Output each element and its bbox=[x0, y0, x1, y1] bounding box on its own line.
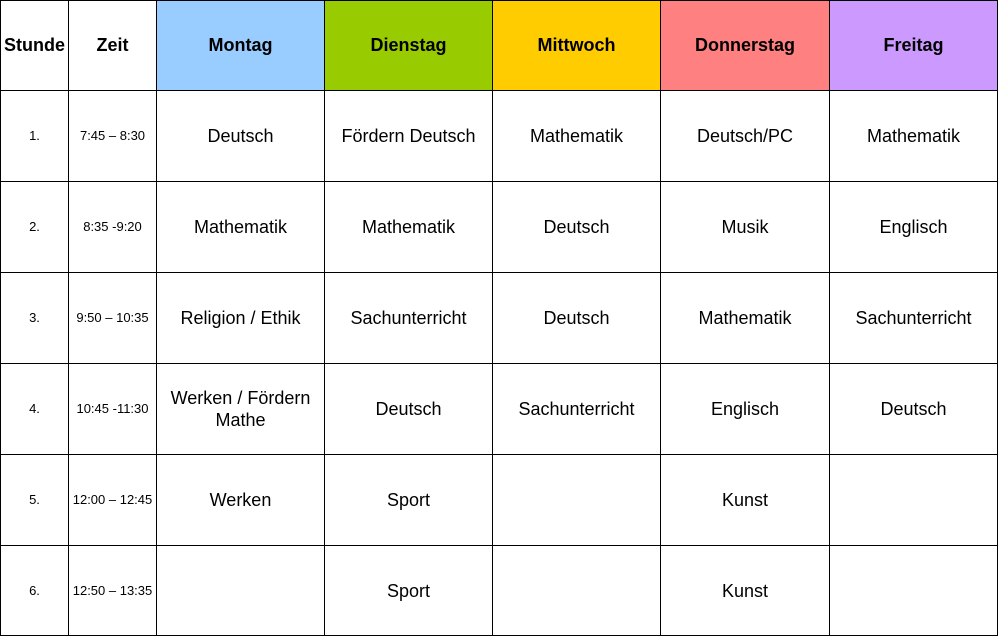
period-time: 10:45 -11:30 bbox=[69, 364, 157, 455]
period-number: 6. bbox=[1, 546, 69, 636]
header-day-dienstag: Dienstag bbox=[325, 1, 493, 91]
subject-cell: Sachunterricht bbox=[830, 273, 998, 364]
subject-cell bbox=[493, 546, 661, 636]
period-time: 8:35 -9:20 bbox=[69, 182, 157, 273]
header-day-mittwoch: Mittwoch bbox=[493, 1, 661, 91]
subject-cell: Sport bbox=[325, 546, 493, 636]
subject-cell: Sport bbox=[325, 455, 493, 546]
subject-cell bbox=[157, 546, 325, 636]
table-row bbox=[1, 546, 998, 636]
subject-cell: Englisch bbox=[830, 182, 998, 273]
subject-cell: Deutsch bbox=[493, 273, 661, 364]
subject-cell: Mathematik bbox=[325, 182, 493, 273]
header-day-donnerstag: Donnerstag bbox=[661, 1, 830, 91]
period-time: 7:45 – 8:30 bbox=[69, 91, 157, 182]
subject-cell: Mathematik bbox=[157, 182, 325, 273]
subject-cell: Mathematik bbox=[493, 91, 661, 182]
subject-cell: Englisch bbox=[661, 364, 830, 455]
subject-cell: Sachunterricht bbox=[493, 364, 661, 455]
subject-cell: Deutsch bbox=[830, 364, 998, 455]
subject-cell: Werken / Fördern Mathe bbox=[157, 364, 325, 455]
subject-cell bbox=[830, 546, 998, 636]
header-stunde: Stunde bbox=[1, 1, 69, 91]
subject-cell: Religion / Ethik bbox=[157, 273, 325, 364]
period-number: 2. bbox=[1, 182, 69, 273]
period-time: 12:00 – 12:45 bbox=[69, 455, 157, 546]
period-time: 9:50 – 10:35 bbox=[69, 273, 157, 364]
table-row bbox=[1, 182, 998, 273]
subject-cell: Sachunterricht bbox=[325, 273, 493, 364]
period-number: 3. bbox=[1, 273, 69, 364]
subject-cell bbox=[830, 455, 998, 546]
header-day-freitag: Freitag bbox=[830, 1, 998, 91]
subject-cell: Deutsch/PC bbox=[661, 91, 830, 182]
table-row bbox=[1, 91, 998, 182]
subject-cell bbox=[493, 455, 661, 546]
period-number: 1. bbox=[1, 91, 69, 182]
subject-cell: Kunst bbox=[661, 455, 830, 546]
header-day-montag: Montag bbox=[157, 1, 325, 91]
subject-cell: Kunst bbox=[661, 546, 830, 636]
subject-cell: Deutsch bbox=[157, 91, 325, 182]
subject-cell: Werken bbox=[157, 455, 325, 546]
subject-cell: Deutsch bbox=[325, 364, 493, 455]
table-row bbox=[1, 455, 998, 546]
subject-cell: Mathematik bbox=[830, 91, 998, 182]
header-zeit: Zeit bbox=[69, 1, 157, 91]
table-row bbox=[1, 364, 998, 455]
period-number: 5. bbox=[1, 455, 69, 546]
subject-cell: Musik bbox=[661, 182, 830, 273]
period-number: 4. bbox=[1, 364, 69, 455]
subject-cell: Fördern Deutsch bbox=[325, 91, 493, 182]
subject-cell: Deutsch bbox=[493, 182, 661, 273]
subject-cell: Mathematik bbox=[661, 273, 830, 364]
period-time: 12:50 – 13:35 bbox=[69, 546, 157, 636]
header-row bbox=[1, 1, 998, 91]
table-row bbox=[1, 273, 998, 364]
